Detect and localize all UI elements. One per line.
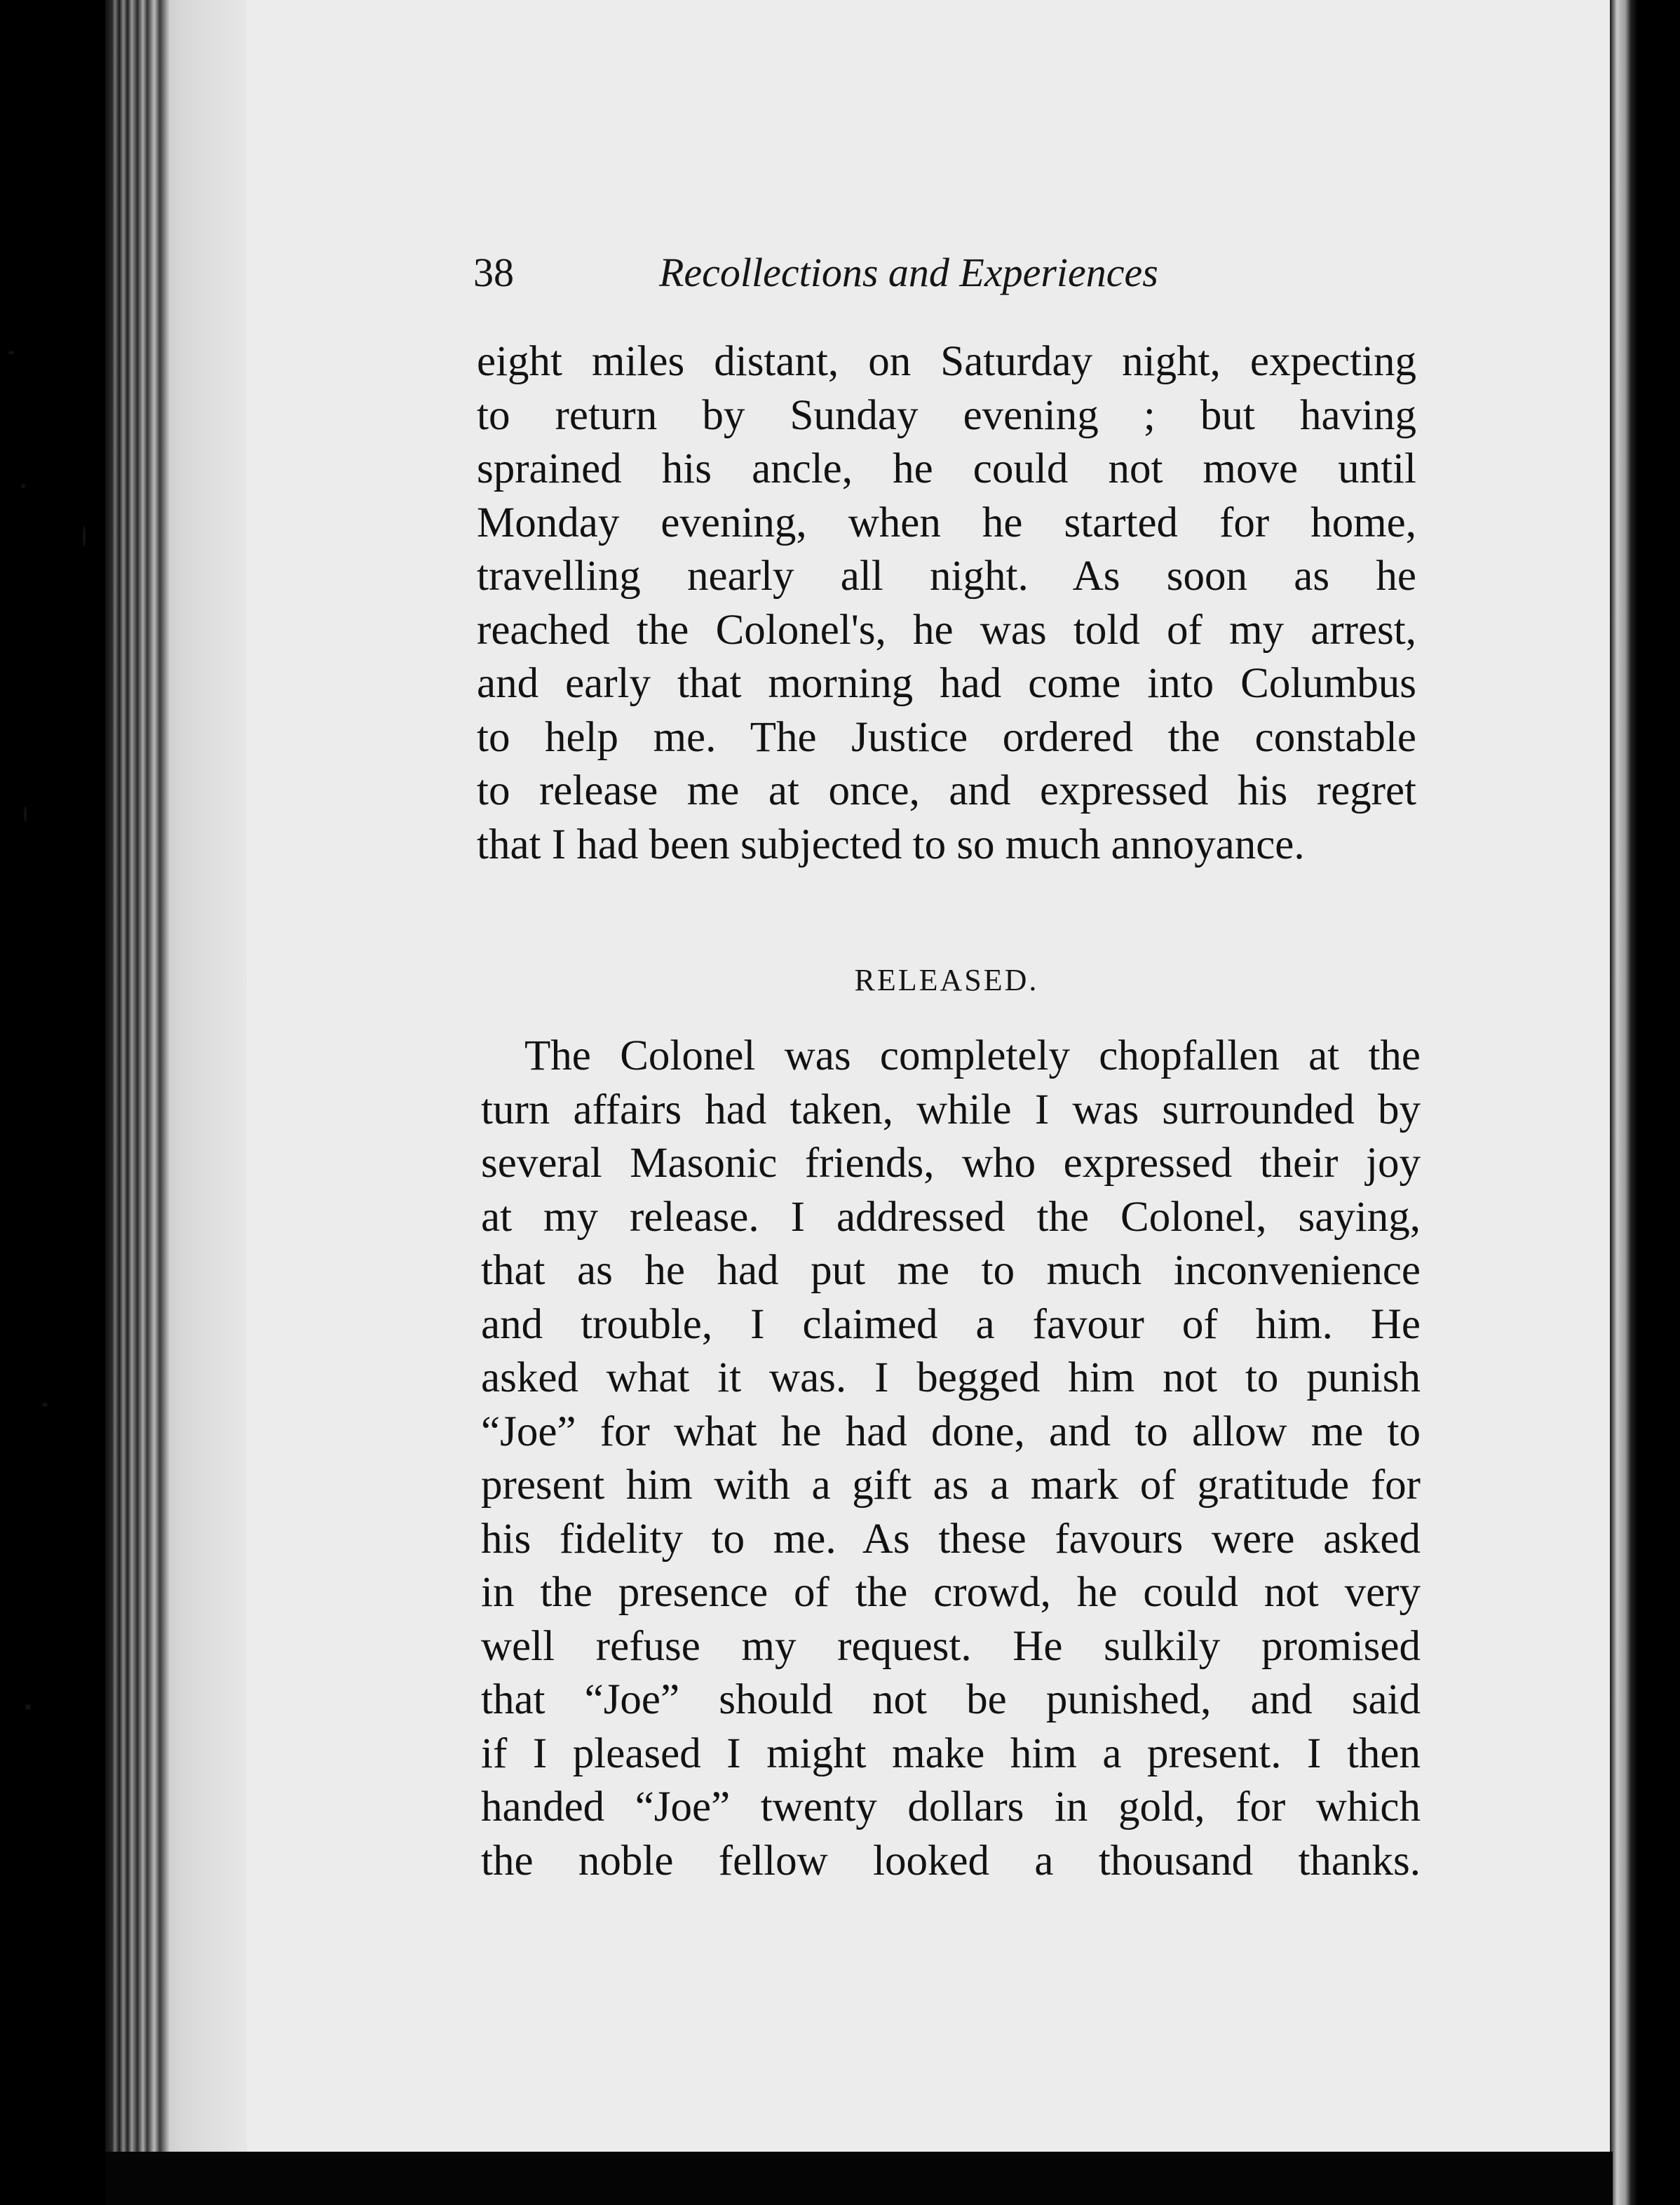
text-line: turn affairs had taken, while I was surrounded by [481,1086,1421,1133]
text-line: his fidelity to me. As these favours were asked [481,1515,1421,1563]
scan-speck [8,351,14,355]
text-line: and early that morning had come into Columbus [477,660,1416,707]
scan-speck [24,807,27,822]
page-header [473,249,1427,305]
text-line: present him with a gift as a mark of gratitude for [481,1462,1421,1509]
text-line: that as he had put me to much inconvenience [481,1247,1421,1294]
page-number: 38 [473,250,514,295]
text-line: The Colonel was completely chopfallen at the [524,1032,1421,1079]
facing-page-edge [1610,0,1638,2205]
text-line: well refuse my request. He sulkily promised [481,1622,1421,1670]
text-line: asked what it was. I begged him not to punish [481,1354,1421,1401]
scan-speck [42,1403,48,1407]
text-line: to help me. The Justice ordered the constable [477,713,1416,761]
book-page-edges [105,0,259,2153]
text-line: to return by Sunday evening ; but having [477,391,1416,439]
text-line: travelling nearly all night. As soon as he [477,553,1416,600]
text-line: if I pleased I might make him a present. I then [481,1729,1421,1777]
scan-speck [21,484,25,488]
scan-speck [83,526,86,547]
section-heading: RELEASED. [854,963,1039,997]
text-line: sprained his ancle, he could not move until [477,445,1416,492]
text-line: several Masonic friends, who expressed their joy [481,1140,1421,1187]
text-line: reached the Colonel's, he was told of my arrest, [477,606,1416,654]
text-line: “Joe” for what he had done, and to allow me to [481,1408,1421,1455]
text-line: that I had been subjected to so much annoyance. [477,821,1305,868]
text-line: the noble fellow looked a thousand thanks. [481,1837,1421,1884]
text-line: in the presence of the crowd, he could not very [481,1569,1421,1616]
text-line: to release me at once, and expressed his regret [477,767,1416,814]
paragraph-released [481,1030,1421,1888]
text-line: eight miles distant, on Saturday night, expecting [477,338,1416,385]
running-title: Recollections and Experiences [659,250,1158,295]
text-line: and trouble, I claimed a favour of him. He [481,1300,1421,1348]
text-line: at my release. I addressed the Colonel, saying, [481,1193,1421,1241]
text-line: Monday evening, when he started for home, [477,499,1416,546]
scan-speck [25,1704,31,1710]
scan-bottom-margin [105,2152,1613,2205]
paragraph-continued [477,335,1416,872]
text-line: that “Joe” should not be punished, and said [481,1676,1421,1723]
text-line: handed “Joe” twenty dollars in gold, for which [481,1783,1421,1830]
